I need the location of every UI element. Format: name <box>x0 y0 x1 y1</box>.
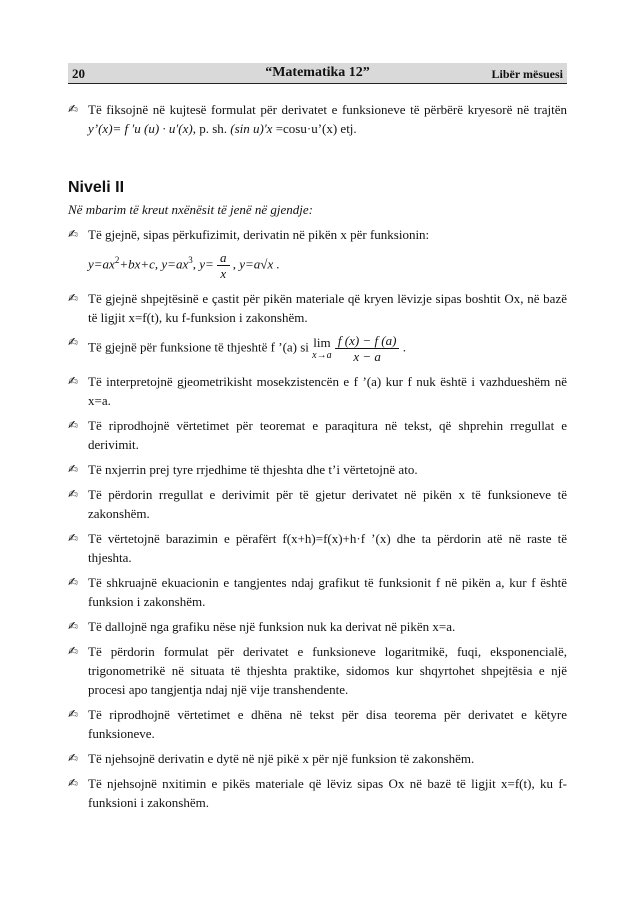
pen-bullet-icon: ✍ <box>68 531 79 545</box>
pen-bullet-icon: ✍ <box>68 776 79 790</box>
section-heading: Niveli II <box>68 179 125 196</box>
bullet-item <box>68 774 567 812</box>
pen-bullet-icon: ✍ <box>68 335 79 349</box>
page-header <box>68 63 567 84</box>
bullet-text: Të njehsojnë derivatin e dytë në një pikë x për një funksion të zakonshëm. <box>88 751 475 766</box>
pen-bullet-icon: ✍ <box>68 487 79 501</box>
bullet-text: Të njehsojnë nxitimin e pikës materiale që lëviz sipas Ox në bazë të ligjit x=f(t), ku f-funksioni i zakonshëm. <box>88 776 567 810</box>
chain-rule-formula: y’(x)= f ′u (u) · u′(x) <box>88 121 193 136</box>
bullet-text: Të gjejnë, sipas përkufizimit, derivatin në pikën x për funksionin: <box>88 227 430 242</box>
bullet-text: Të interpretojnë gjeometrikisht mosekzistencën e f ’(a) kur f nuk është i vazhdueshëm në x=a. <box>88 374 567 408</box>
pen-bullet-icon: ✍ <box>68 619 79 633</box>
bullet-item <box>68 573 567 611</box>
section-intro: Në mbarim të kreut nxënësit të jenë në gjendje: <box>68 202 313 217</box>
bullet-item <box>68 460 567 479</box>
difference-quotient: $\frac{f (x) - f (a)}{x - a}$ <box>335 333 400 364</box>
page-number: 20 <box>72 66 85 81</box>
bullet-item <box>68 100 567 138</box>
bullet-item: ✍ Të gjejnë për funksione të thjeshtë f ’(a) si lim x→a $\frac{f (x) - f (a)}{x - a}$ . <box>68 333 406 364</box>
bullet-text: Të fiksojnë në kujtesë formulat për derivatet e funksioneve të përbërë kryesorë në trajtën <box>88 102 567 117</box>
bullet-item <box>68 642 567 699</box>
bullet-item <box>68 225 567 244</box>
limit-operator: lim x→a <box>312 334 332 361</box>
sin-derivative-formula: (sin u)′x <box>230 121 273 136</box>
pen-bullet-icon: ✍ <box>68 751 79 765</box>
pen-bullet-icon: ✍ <box>68 374 79 388</box>
bullet-item <box>68 705 567 743</box>
pen-bullet-icon: ✍ <box>68 575 79 589</box>
bullet-text: Të riprodhojnë vërtetimet për teoremat e paraqitura në tekst, që shprehin rregullat e derivimit. <box>88 418 567 452</box>
pen-bullet-icon: ✍ <box>68 644 79 658</box>
bullet-item <box>68 529 567 567</box>
pen-bullet-icon: ✍ <box>68 291 79 305</box>
bullet-item <box>68 372 567 410</box>
page-content <box>68 100 567 818</box>
function-formulas: $y=ax^2+bx+c$, $y=ax^3$, y= $\frac{a}{x}$ , y=a√x . <box>88 250 280 281</box>
bullet-text: Të përdorin formulat për derivatet e funksioneve logaritmikë, fuqi, eksponencialë, trigonometrikë në situata të thjeshta praktike, sidomos kur shqyrtohet shpejtësia e një procesi apo tangjentja ndaj një vije transhendente. <box>88 644 567 697</box>
bullet-text: Të vërtetojnë barazimin e përafërt f(x+h)=f(x)+h·f ’(x) dhe ta përdorin atë në raste të thjeshta. <box>88 531 567 565</box>
pen-bullet-icon: ✍ <box>68 418 79 432</box>
pen-bullet-icon: ✍ <box>68 707 79 721</box>
bullet-text: =cosu·u’(x) etj. <box>272 121 357 136</box>
bullet-item <box>68 617 567 636</box>
bullet-item <box>68 749 567 768</box>
bullet-text: Të dallojnë nga grafiku nëse një funksion nuk ka derivat në pikën x=a. <box>88 619 456 634</box>
book-subtitle: Libër mësuesi <box>491 67 563 81</box>
pen-bullet-icon: ✍ <box>68 462 79 476</box>
bullet-text: Të gjejnë shpejtësinë e çastit për pikën materiale që kryen lëvizje sipas boshtit Ox, në bazë të ligjit x=f(t), ku f-funksion i zakonshëm. <box>88 291 567 325</box>
bullet-item <box>68 289 567 327</box>
bullet-text: Të gjejnë për funksione të thjeshtë f ’(a) si <box>88 339 313 355</box>
bullet-item <box>68 416 567 454</box>
bullet-item <box>68 485 567 523</box>
pen-bullet-icon: ✍ <box>68 102 79 116</box>
bullet-text: Të riprodhojnë vërtetimet e dhëna në tekst për disa teorema për derivatet e këtyre funksioneve. <box>88 707 567 741</box>
bullet-text: Të nxjerrin prej tyre rrjedhime të thjeshta dhe t’i vërtetojnë ato. <box>88 462 418 477</box>
book-title: “Matematika 12” <box>265 65 370 80</box>
bullet-text: Të shkruajnë ekuacionin e tangjentes ndaj grafikut të funksionit f në pikën a, kur f është funksion i zakonshëm. <box>88 575 567 609</box>
pen-bullet-icon: ✍ <box>68 227 79 241</box>
bullet-text: , p. sh. <box>192 121 231 136</box>
bullet-text: Të përdorin rregullat e derivimit për të gjetur derivatet në pikën x të funksioneve të zakonshëm. <box>88 487 567 521</box>
fraction: $\frac{a}{x}$ <box>217 250 230 281</box>
